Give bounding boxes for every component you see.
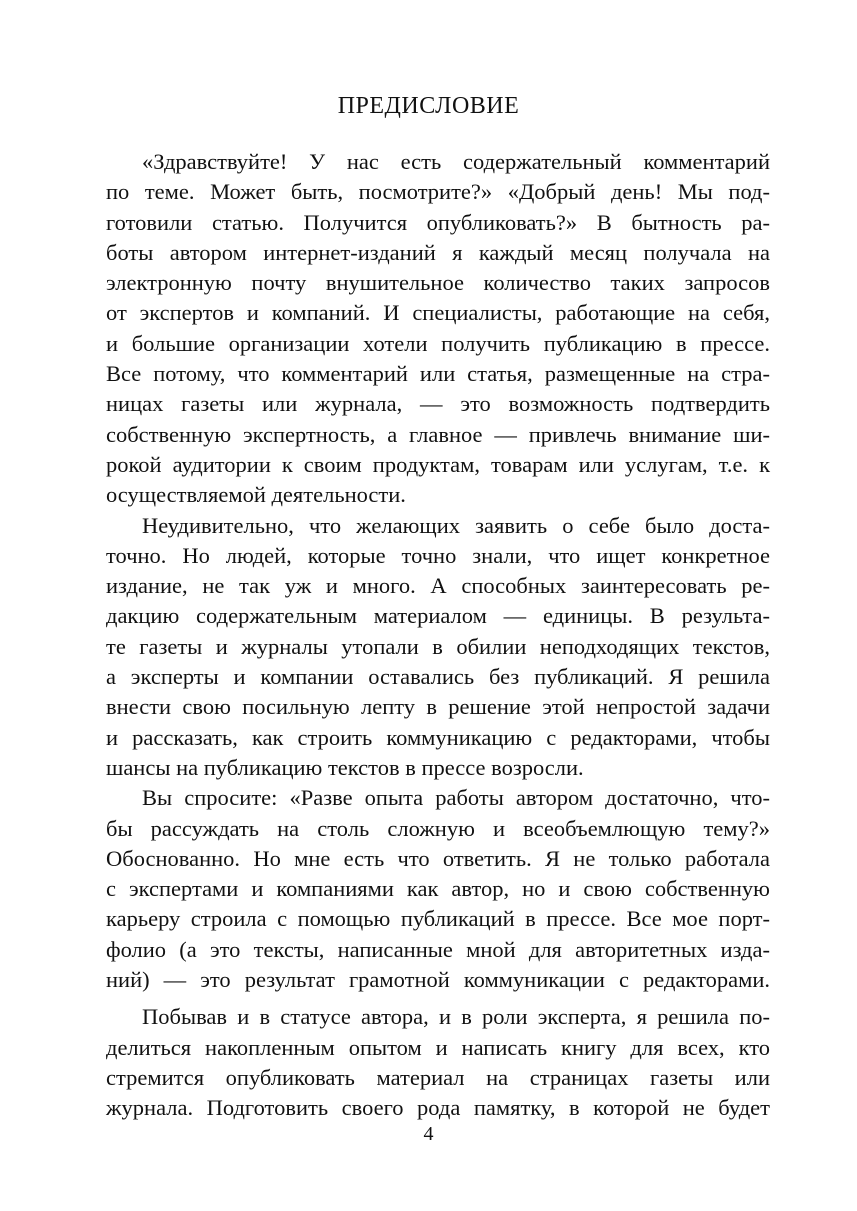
text-line: осуществляемой деятельности. xyxy=(106,482,406,508)
text-line: Обоснованно. Но мне есть что ответить. Я не только работала xyxy=(106,845,770,871)
paragraph-3 xyxy=(106,783,770,995)
paragraph-gap xyxy=(106,995,770,1002)
paragraph-4 xyxy=(106,1002,770,1123)
text-line: Неудивительно, что желающих заявить о себе было доста- xyxy=(142,512,770,538)
paragraph-2 xyxy=(106,511,770,784)
text-line: готовили статью. Получится опубликовать?» В бытность ра- xyxy=(106,209,770,235)
text-line: рокой аудитории к своим продуктам, товарам или услугам, т.е. к xyxy=(106,451,770,477)
text-line: бы рассуждать на столь сложную и всеобъемлющую тему?» xyxy=(106,815,770,841)
text-line: ний) — это результат грамотной коммуникации с редакторами. xyxy=(106,967,770,993)
text-line: собственную экспертность, а главное — привлечь внимание ши- xyxy=(106,421,770,447)
text-line: Все потому, что комментарий или статья, размещенные на стра- xyxy=(106,361,770,387)
text-line: и рассказать, как строить коммуникацию с редакторами, чтобы xyxy=(106,724,770,750)
page-number: 4 xyxy=(423,1123,434,1145)
text-line: точно. Но людей, которые точно знали, что ищет конкретное xyxy=(106,542,770,568)
text-line: ницах газеты или журнала, — это возможность подтвердить xyxy=(106,391,770,417)
text-line: фолио (а это тексты, написанные мной для авторитетных изда- xyxy=(106,936,770,962)
text-line: «Здравствуйте! У нас есть содержательный комментарий xyxy=(142,149,770,174)
text-line: шансы на публикацию текстов в прессе возросли. xyxy=(106,754,584,780)
text-line: журнала. Подготовить своего рода памятку, в которой не будет xyxy=(106,1095,770,1121)
text-line: и большие организации хотели получить публикацию в прессе. xyxy=(106,330,770,356)
text-line: боты автором интернет-изданий я каждый месяц получала на xyxy=(106,239,770,265)
text-line: издание, не так уж и много. А способных заинтересовать ре- xyxy=(106,573,770,599)
paragraph-1 xyxy=(106,147,770,511)
text-line: карьеру строила с помощью публикаций в прессе. Все мое порт- xyxy=(106,906,770,932)
text-line: те газеты и журналы утопали в обилии неподходящих текстов, xyxy=(106,633,770,659)
text-line: дакцию содержательным материалом — единицы. В результа- xyxy=(106,603,770,629)
text-line: от экспертов и компаний. И специалисты, работающие на себя, xyxy=(106,300,770,326)
text-line: с экспертами и компаниями как автор, но и свою собственную xyxy=(106,876,770,902)
text-line: Побывав и в статусе автора, и в роли эксперта, я решила по- xyxy=(142,1004,770,1030)
text-line: стремится опубликовать материал на страницах газеты или xyxy=(106,1064,770,1090)
text-line: внести свою посильную лепту в решение этой непростой задачи xyxy=(106,694,770,720)
page-title: ПРЕДИСЛОВИЕ xyxy=(337,93,520,119)
text-line: делиться накопленным опытом и написать книгу для всех, кто xyxy=(106,1034,770,1060)
text-line: а эксперты и компании оставались без публикаций. Я решила xyxy=(106,664,770,690)
text-line: Вы спросите: «Разве опыта работы автором достаточно, что- xyxy=(142,785,770,811)
text-line: электронную почту внушительное количество таких запросов xyxy=(106,270,770,296)
body-text xyxy=(106,147,770,1124)
text-line: по теме. Может быть, посмотрите?» «Добрый день! Мы под- xyxy=(106,179,770,205)
